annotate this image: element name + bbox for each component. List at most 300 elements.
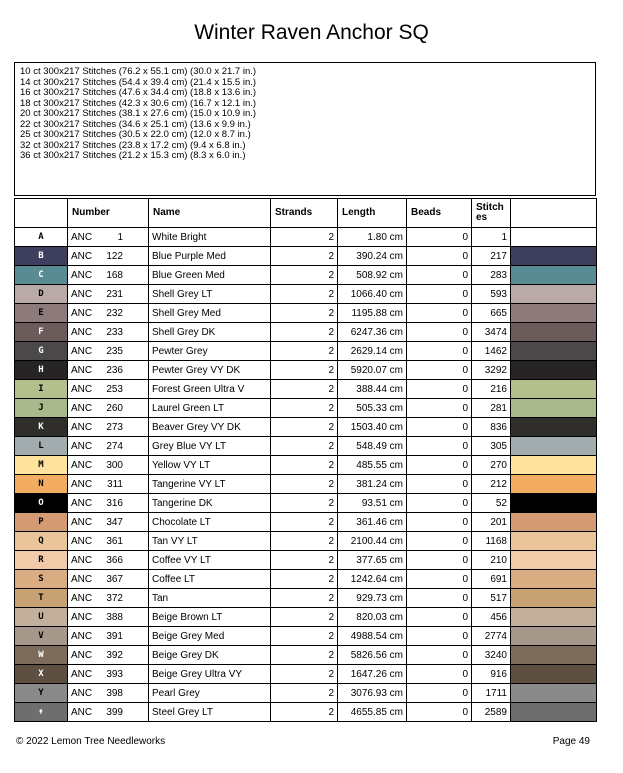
thread-code: 1 [117,231,123,243]
length-cell: 381.24 cm [338,475,407,494]
stitches-cell: 1711 [472,684,511,703]
stitches-cell: 517 [472,589,511,608]
beads-cell: 0 [407,380,472,399]
number-cell [68,228,149,247]
table-row [15,513,597,532]
number-cell [68,342,149,361]
beads-cell: 0 [407,323,472,342]
color-swatch [511,608,597,627]
color-swatch [511,551,597,570]
brand-label: ANC [71,630,93,642]
brand-label: ANC [71,516,93,528]
stitches-cell: 3292 [472,361,511,380]
stitches-cell: 281 [472,399,511,418]
strands-cell: 2 [271,646,338,665]
table-row [15,399,597,418]
stitches-cell: 3474 [472,323,511,342]
symbol-cell: T [15,589,68,608]
beads-cell: 0 [407,475,472,494]
table-row [15,494,597,513]
strands-cell: 2 [271,285,338,304]
name-cell: Yellow VY LT [149,456,271,475]
length-cell: 361.46 cm [338,513,407,532]
brand-label: ANC [71,383,93,395]
beads-cell: 0 [407,361,472,380]
strands-cell: 2 [271,361,338,380]
beads-cell: 0 [407,532,472,551]
color-swatch [511,361,597,380]
color-swatch [511,456,597,475]
stitches-cell: 212 [472,475,511,494]
length-cell: 1242.64 cm [338,570,407,589]
table-row [15,323,597,342]
number-header: Number [68,199,149,228]
number-cell [68,513,149,532]
symbol-cell: G [15,342,68,361]
beads-cell: 0 [407,285,472,304]
beads-cell: 0 [407,551,472,570]
thread-code: 366 [106,554,123,566]
stitches-cell: 283 [472,266,511,285]
color-swatch [511,228,597,247]
color-swatch [511,589,597,608]
number-cell [68,247,149,266]
table-row [15,380,597,399]
symbol-cell: P [15,513,68,532]
strands-cell: 2 [271,399,338,418]
table-row [15,646,597,665]
color-swatch [511,627,597,646]
copyright-text: © 2022 Lemon Tree Needleworks [16,736,166,747]
stitches-cell: 52 [472,494,511,513]
name-cell: White Bright [149,228,271,247]
brand-label: ANC [71,611,93,623]
strands-cell: 2 [271,589,338,608]
name-cell: Tangerine DK [149,494,271,513]
length-cell: 1.80 cm [338,228,407,247]
strands-cell: 2 [271,608,338,627]
table-row [15,361,597,380]
color-swatch [511,475,597,494]
symbol-cell: ↟ [15,703,68,722]
brand-label: ANC [71,459,93,471]
symbol-cell: A [15,228,68,247]
beads-cell: 0 [407,437,472,456]
brand-label: ANC [71,706,93,718]
length-cell: 485.55 cm [338,456,407,475]
length-cell: 4655.85 cm [338,703,407,722]
symbol-cell: W [15,646,68,665]
stitches-cell: 916 [472,665,511,684]
stitches-cell: 665 [472,304,511,323]
fabric-size-line: 36 ct 300x217 Stitches (21.2 x 15.3 cm) (8.3 x 6.0 in.) [20,150,246,161]
strands-cell: 2 [271,684,338,703]
fabric-size-line: 25 ct 300x217 Stitches (30.5 x 22.0 cm) (12.0 x 8.7 in.) [20,129,251,140]
fabric-size-list [14,62,596,196]
beads-cell: 0 [407,342,472,361]
strands-cell: 2 [271,437,338,456]
number-cell [68,627,149,646]
fabric-size-line: 22 ct 300x217 Stitches (34.6 x 25.1 cm) (13.6 x 9.9 in.) [20,118,251,130]
table-row [15,551,597,570]
thread-code: 232 [106,307,123,319]
color-swatch [511,437,597,456]
thread-code: 361 [106,535,123,547]
name-cell: Beige Grey DK [149,646,271,665]
symbol-cell: J [15,399,68,418]
table-row [15,684,597,703]
stitches-cell: 836 [472,418,511,437]
name-cell: Beaver Grey VY DK [149,418,271,437]
stitches-header: Stitch es [472,199,511,228]
brand-label: ANC [71,269,93,281]
strands-cell: 2 [271,532,338,551]
name-cell: Blue Purple Med [149,247,271,266]
length-cell: 5920.07 cm [338,361,407,380]
symbol-cell: U [15,608,68,627]
length-cell: 1195.88 cm [338,304,407,323]
strands-cell: 2 [271,380,338,399]
thread-code: 316 [106,497,123,509]
thread-code: 367 [106,573,123,585]
symbol-cell: C [15,266,68,285]
fabric-size-line: 32 ct 300x217 Stitches (23.8 x 17.2 cm) (9.4 x 6.8 in.) [20,139,246,151]
name-cell: Tangerine VY LT [149,475,271,494]
color-swatch [511,247,597,266]
strands-cell: 2 [271,266,338,285]
page-number: Page 49 [552,736,590,747]
number-cell [68,608,149,627]
table-row [15,342,597,361]
beads-cell: 0 [407,627,472,646]
thread-code: 391 [106,630,123,642]
brand-label: ANC [71,440,93,452]
color-swatch [511,646,597,665]
fabric-size-line: 20 ct 300x217 Stitches (38.1 x 27.6 cm) (15.0 x 10.9 in.) [20,108,257,119]
strands-cell: 2 [271,703,338,722]
symbol-cell: K [15,418,68,437]
number-cell [68,494,149,513]
color-swatch [511,665,597,684]
strands-cell: 2 [271,494,338,513]
color-swatch [511,285,597,304]
color-swatch [511,513,597,532]
brand-label: ANC [71,326,93,338]
table-row [15,703,597,722]
name-cell: Beige Grey Med [149,627,271,646]
length-cell: 93.51 cm [338,494,407,513]
number-cell [68,456,149,475]
brand-label: ANC [71,592,93,604]
table-row [15,266,597,285]
length-cell: 2100.44 cm [338,532,407,551]
thread-code: 311 [107,478,123,490]
brand-label: ANC [71,649,93,661]
length-cell: 1503.40 cm [338,418,407,437]
color-swatch [511,399,597,418]
length-cell: 505.33 cm [338,399,407,418]
strands-cell: 2 [271,513,338,532]
brand-label: ANC [71,497,93,509]
name-cell: Pewter Grey VY DK [149,361,271,380]
beads-cell: 0 [407,399,472,418]
stitches-cell: 1462 [472,342,511,361]
name-cell: Steel Grey LT [149,703,271,722]
thread-code: 398 [106,687,123,699]
name-cell: Pearl Grey [149,684,271,703]
symbol-cell: X [15,665,68,684]
table-header-row [15,199,597,228]
table-row [15,228,597,247]
symbol-cell: L [15,437,68,456]
number-cell [68,684,149,703]
thread-code: 372 [106,592,123,604]
page-title: Winter Raven Anchor SQ [194,21,429,44]
name-cell: Laurel Green LT [149,399,271,418]
number-cell [68,475,149,494]
symbol-cell: O [15,494,68,513]
length-cell: 6247.36 cm [338,323,407,342]
length-cell: 390.24 cm [338,247,407,266]
brand-label: ANC [71,231,93,243]
symbol-cell: I [15,380,68,399]
name-cell: Beige Brown LT [149,608,271,627]
symbol-cell: H [15,361,68,380]
number-cell [68,418,149,437]
length-cell: 820.03 cm [338,608,407,627]
number-cell [68,285,149,304]
length-cell: 1647.26 cm [338,665,407,684]
strands-cell: 2 [271,304,338,323]
length-cell: 4988.54 cm [338,627,407,646]
stitches-cell: 210 [472,551,511,570]
name-cell: Forest Green Ultra V [149,380,271,399]
table-row [15,437,597,456]
stitches-cell: 456 [472,608,511,627]
thread-key-table [14,198,597,722]
number-cell [68,361,149,380]
fabric-size-line: 10 ct 300x217 Stitches (76.2 x 55.1 cm) (30.0 x 21.7 in.) [20,66,257,77]
beads-cell: 0 [407,304,472,323]
fabric-size-line: 16 ct 300x217 Stitches (47.6 x 34.4 cm) (18.8 x 13.6 in.) [20,87,257,98]
symbol-cell: Q [15,532,68,551]
table-row [15,608,597,627]
name-cell: Pewter Grey [149,342,271,361]
beads-cell: 0 [407,418,472,437]
name-cell: Beige Grey Ultra VY [149,665,271,684]
color-swatch [511,703,597,722]
color-swatch [511,266,597,285]
thread-code: 393 [106,668,123,680]
symbol-cell: V [15,627,68,646]
number-cell [68,570,149,589]
thread-code: 235 [106,345,123,357]
brand-label: ANC [71,687,93,699]
table-row [15,456,597,475]
table-row [15,304,597,323]
thread-code: 273 [106,421,123,433]
brand-label: ANC [71,307,93,319]
brand-label: ANC [71,345,93,357]
brand-label: ANC [71,250,93,262]
symbol-cell: F [15,323,68,342]
symbol-cell: D [15,285,68,304]
number-cell [68,532,149,551]
thread-code: 231 [106,288,123,300]
beads-cell: 0 [407,608,472,627]
strands-cell: 2 [271,342,338,361]
table-row [15,285,597,304]
length-cell: 388.44 cm [338,380,407,399]
length-cell: 2629.14 cm [338,342,407,361]
symbol-cell: B [15,247,68,266]
stitches-cell: 1 [472,228,511,247]
symbol-cell: R [15,551,68,570]
length-cell: 1066.40 cm [338,285,407,304]
number-cell [68,703,149,722]
name-cell: Blue Green Med [149,266,271,285]
number-cell [68,551,149,570]
thread-code: 347 [106,516,123,528]
number-cell [68,646,149,665]
beads-cell: 0 [407,494,472,513]
name-header: Name [149,199,271,228]
number-cell [68,399,149,418]
brand-label: ANC [71,554,93,566]
thread-code: 388 [106,611,123,623]
stitches-cell: 217 [472,247,511,266]
name-cell: Shell Grey DK [149,323,271,342]
symbol-cell: N [15,475,68,494]
strands-cell: 2 [271,228,338,247]
beads-cell: 0 [407,456,472,475]
color-swatch [511,494,597,513]
stitches-cell: 2589 [472,703,511,722]
fabric-size-line: 14 ct 300x217 Stitches (54.4 x 39.4 cm) (21.4 x 15.5 in.) [20,76,257,88]
number-cell [68,589,149,608]
table-row [15,589,597,608]
number-cell [68,437,149,456]
fabric-size-line: 18 ct 300x217 Stitches (42.3 x 30.6 cm) (16.7 x 12.1 in.) [20,97,257,109]
thread-code: 300 [106,459,123,471]
beads-cell: 0 [407,228,472,247]
beads-cell: 0 [407,513,472,532]
beads-header: Beads [407,199,472,228]
beads-cell: 0 [407,570,472,589]
color-swatch [511,418,597,437]
color-swatch [511,342,597,361]
name-cell: Chocolate LT [149,513,271,532]
name-cell: Coffee LT [149,570,271,589]
table-row [15,627,597,646]
name-cell: Coffee VY LT [149,551,271,570]
strands-cell: 2 [271,665,338,684]
table-row [15,665,597,684]
thread-code: 399 [106,706,123,718]
table-row [15,418,597,437]
strands-cell: 2 [271,570,338,589]
beads-cell: 0 [407,247,472,266]
thread-code: 253 [106,383,123,395]
strands-cell: 2 [271,456,338,475]
number-cell [68,266,149,285]
stitches-cell: 3240 [472,646,511,665]
brand-label: ANC [71,478,93,490]
thread-code: 236 [106,364,123,376]
strands-cell: 2 [271,627,338,646]
brand-label: ANC [71,668,93,680]
table-row [15,475,597,494]
beads-cell: 0 [407,703,472,722]
brand-label: ANC [71,573,93,585]
thread-code: 233 [106,326,123,338]
number-cell [68,665,149,684]
brand-label: ANC [71,535,93,547]
length-cell: 548.49 cm [338,437,407,456]
table-row [15,532,597,551]
color-swatch [511,380,597,399]
stitches-cell: 270 [472,456,511,475]
stitches-cell: 305 [472,437,511,456]
name-cell: Shell Grey Med [149,304,271,323]
beads-cell: 0 [407,266,472,285]
table-row [15,247,597,266]
stitches-cell: 201 [472,513,511,532]
name-cell: Tan [149,589,271,608]
beads-cell: 0 [407,589,472,608]
beads-cell: 0 [407,684,472,703]
stitches-cell: 691 [472,570,511,589]
color-swatch [511,532,597,551]
strands-cell: 2 [271,323,338,342]
strands-cell: 2 [271,551,338,570]
name-cell: Grey Blue VY LT [149,437,271,456]
strands-cell: 2 [271,418,338,437]
thread-code: 274 [106,440,123,452]
thread-code: 260 [106,402,123,414]
length-cell: 3076.93 cm [338,684,407,703]
symbol-cell: S [15,570,68,589]
name-cell: Tan VY LT [149,532,271,551]
number-cell [68,323,149,342]
strands-cell: 2 [271,247,338,266]
number-cell [68,304,149,323]
stitches-cell: 1168 [472,532,511,551]
brand-label: ANC [71,288,93,300]
color-swatch [511,323,597,342]
strands-cell: 2 [271,475,338,494]
beads-cell: 0 [407,646,472,665]
name-cell: Shell Grey LT [149,285,271,304]
length-cell: 377.65 cm [338,551,407,570]
length-cell: 508.92 cm [338,266,407,285]
table-row [15,570,597,589]
swatch-header [511,199,597,228]
length-cell: 929.73 cm [338,589,407,608]
stitches-cell: 593 [472,285,511,304]
brand-label: ANC [71,402,93,414]
color-swatch [511,684,597,703]
color-swatch [511,304,597,323]
brand-label: ANC [71,364,93,376]
brand-label: ANC [71,421,93,433]
thread-code: 392 [106,649,123,661]
strands-header: Strands [271,199,338,228]
stitches-cell: 2774 [472,627,511,646]
length-cell: 5826.56 cm [338,646,407,665]
beads-cell: 0 [407,665,472,684]
length-header: Length [338,199,407,228]
